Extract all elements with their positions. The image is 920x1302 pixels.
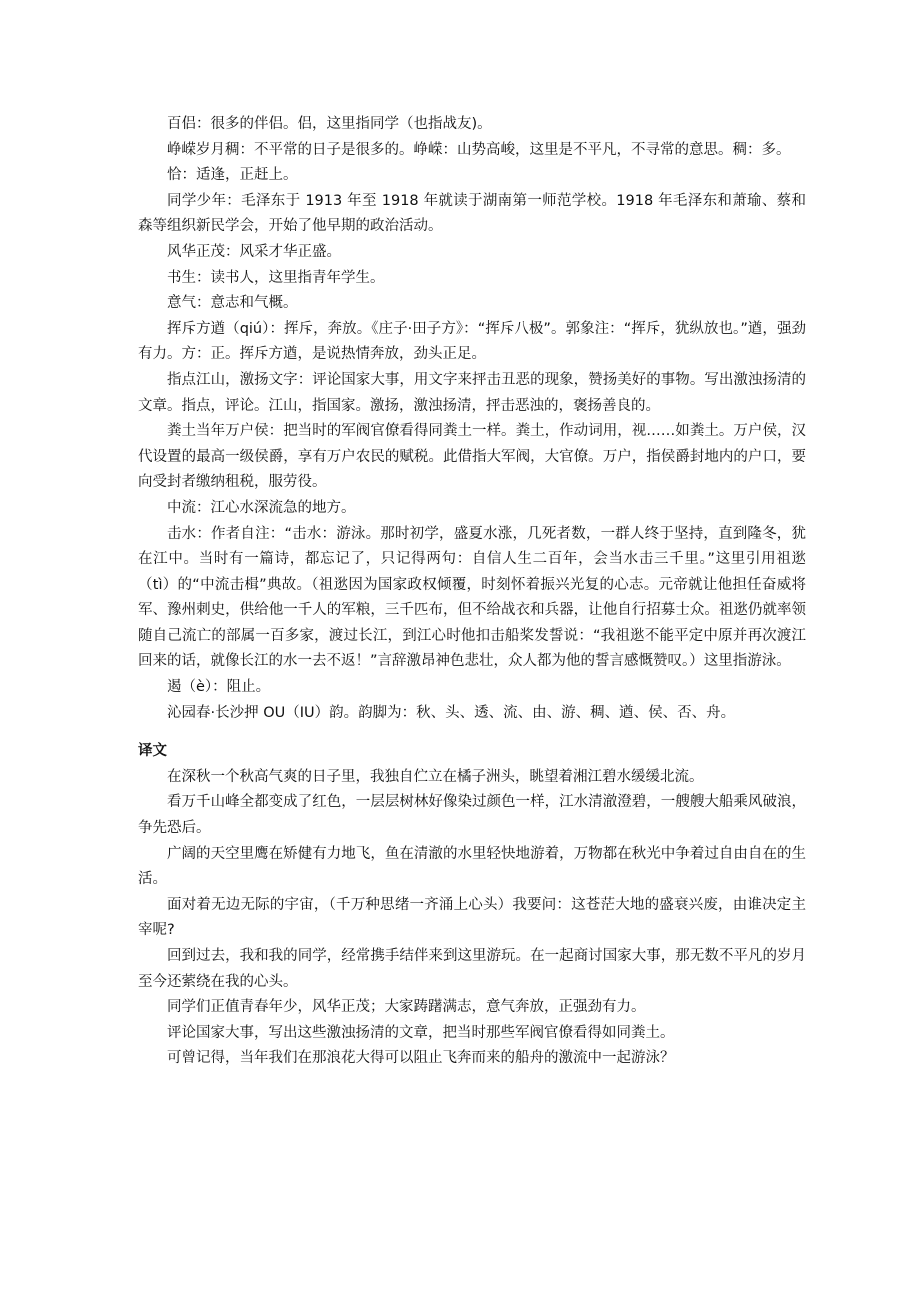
translation-paragraph: 回到过去，我和我的同学，经常携手结伴来到这里游玩。在一起商讨国家大事，那无数不平凡的岁月至今还萦绕在我的心头。	[138, 948, 806, 990]
note-zhidian-jiangshan: 指点江山，激扬文字：评论国家大事，用文字来抨击丑恶的现象，赞扬美好的事物。写出激浊扬清的文章。指点，评论。江山，指国家。激扬，激浊扬清，抨击恶浊的，褒扬善良的。	[138, 371, 806, 414]
note-qia: 恰：适逢，正赶上。	[167, 167, 298, 184]
note-fenghua-zhengmao: 风华正茂：风采才华正盛。	[167, 243, 341, 260]
translation-paragraph: 看万千山峰全都变成了红色，一层层树林好像染过颜色一样，江水清澈澄碧，一艘艘大船乘风破浪，争先恐后。	[138, 794, 806, 837]
document-page	[138, 112, 806, 1072]
translation-paragraph: 同学们正值青春年少，风华正茂；大家踌躇满志，意气奔放，正强劲有力。	[167, 999, 646, 1016]
note-zhongliu: 中流：江心水深流急的地方。	[167, 499, 356, 516]
note-shusheng: 书生：读书人，这里指青年学生。	[167, 269, 385, 286]
note-baili: 百侣：很多的伴侣。侣，这里指同学（也指战友)。	[167, 116, 492, 132]
note-tongxue-shaonian: 同学少年：毛泽东于 1913 年至 1918 年就读于湖南第一师范学校。1918 年毛泽东和萧瑜、蔡和森等组织新民学会，开始了他早期的政治活动。	[138, 192, 806, 235]
translation-heading: 译文	[138, 743, 167, 760]
translation-paragraph: 面对着无边无际的宇宙，（千万种思绪一齐涌上心头）我要问：这苍茫大地的盛衰兴废，由谁决定主宰呢?	[138, 896, 806, 939]
note-yiqi: 意气：意志和气概。	[167, 295, 298, 312]
note-fentu-wanhuhou: 粪土当年万户侯：把当时的军阀官僚看得同粪土一样。粪土，作动词用，视……如粪土。万户侯，汉代设置的最高一级侯爵，享有万户农民的赋税。此借指大军阀，大官僚。万户，指侯爵封地内的户口，要向受封者缴纳租税，服劳役。	[138, 423, 806, 491]
note-zhengrong-suiyue-chou: 峥嵘岁月稠：不平常的日子是很多的。峥嵘：山势高峻，这里是不平凡，不寻常的意思。稠：多。	[167, 141, 791, 158]
note-rhyme: 沁园春·长沙押 OU（IU）韵。韵脚为：秋、头、透、流、由、游、稠、遒、侯、否、舟。	[167, 704, 736, 721]
note-huichi-fangqiu: 挥斥方遒（qiú）：挥斥，奔放。《庄子·田子方》：“挥斥八极”。郭象注：“挥斥，犹纵放也。”遒，强劲有力。方：正。挥斥方遒，是说热情奔放，劲头正足。	[138, 320, 806, 363]
note-jishui: 击水：作者自注：“击水：游泳。那时初学，盛夏水涨，几死者数，一群人终于坚持，直到隆冬，犹在江中。当时有一篇诗，都忘记了，只记得两句：自信人生二百年，会当水击三千里。”这里引用祖逖（tì）的“中流击楫”典故。（祖逖因为国家政权倾覆，时刻怀着振兴光复的心志。元帝就让他担任奋威将军、豫州刺史，供给他一千人的军粮，三千匹布，但不给战衣和兵器，让他自行招募士众。祖逖仍就率领随自己流亡的部属一百多家，渡过长江，到江心时他扣击船桨发誓说：“我祖逖不能平定中原并再次渡江回来的话，就像长江的水一去不返！”言辞激昂神色悲壮，众人都为他的誓言感慨赞叹。）这里指游泳。	[138, 525, 806, 670]
translation-paragraph: 可曾记得，当年我们在那浪花大得可以阻止飞奔而来的船舟的激流中一起游泳？	[167, 1050, 675, 1067]
note-e: 遏（è）：阻止。	[167, 679, 271, 696]
translation-paragraph: 在深秋一个秋高气爽的日子里，我独自伫立在橘子洲头，眺望着湘江碧水缓缓北流。	[167, 768, 704, 785]
translation-paragraph: 评论国家大事，写出这些激浊扬清的文章，把当时那些军阀官僚看得如同粪土。	[167, 1024, 675, 1041]
translation-paragraph: 广阔的天空里鹰在矫健有力地飞，鱼在清澈的水里轻快地游着，万物都在秋光中争着过自由自在的生活。	[138, 845, 806, 888]
